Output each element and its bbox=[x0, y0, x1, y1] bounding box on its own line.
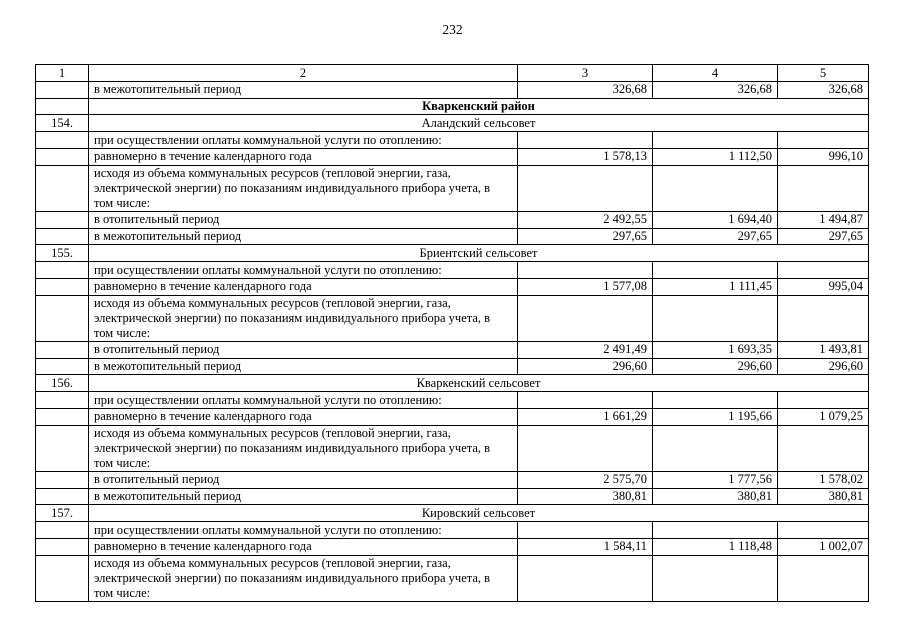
row-number-cell: 157. bbox=[36, 505, 89, 522]
row-number-cell bbox=[36, 358, 89, 375]
value-cell: 380,81 bbox=[653, 488, 778, 505]
row-label-cell: в межотопительный период bbox=[89, 228, 518, 245]
value-cell bbox=[518, 392, 653, 409]
value-cell: 1 694,40 bbox=[653, 211, 778, 228]
subsection-header-cell: Аландский сельсовет bbox=[89, 115, 869, 132]
table-row bbox=[36, 538, 869, 555]
row-label-cell: равномерно в течение календарного года bbox=[89, 408, 518, 425]
value-cell: 1 494,87 bbox=[778, 211, 869, 228]
table-row bbox=[36, 81, 869, 98]
value-cell bbox=[778, 262, 869, 279]
column-header: 3 bbox=[518, 65, 653, 82]
table-row bbox=[36, 115, 869, 132]
row-number-cell bbox=[36, 522, 89, 539]
row-label-cell: в межотопительный период bbox=[89, 81, 518, 98]
row-label-cell: в межотопительный период bbox=[89, 358, 518, 375]
value-cell: 380,81 bbox=[518, 488, 653, 505]
table-row bbox=[36, 488, 869, 505]
row-label-cell: в отопительный период bbox=[89, 341, 518, 358]
row-label-cell: в межотопительный период bbox=[89, 488, 518, 505]
value-cell: 1 002,07 bbox=[778, 538, 869, 555]
table-body bbox=[36, 65, 869, 602]
page-number: 232 bbox=[442, 22, 463, 37]
row-number-cell bbox=[36, 211, 89, 228]
value-cell bbox=[653, 522, 778, 539]
table-row bbox=[36, 358, 869, 375]
value-cell bbox=[778, 425, 869, 471]
value-cell bbox=[653, 295, 778, 341]
row-label-cell: равномерно в течение календарного года bbox=[89, 538, 518, 555]
value-cell: 1 777,56 bbox=[653, 471, 778, 488]
column-header: 2 bbox=[89, 65, 518, 82]
row-label-cell: исходя из объема коммунальных ресурсов (тепловой энергии, газа, электрической энергии) по показаниям индивидуального прибора учета, в том числе: bbox=[89, 425, 518, 471]
table-row bbox=[36, 262, 869, 279]
subsection-header-cell: Кировский сельсовет bbox=[89, 505, 869, 522]
value-cell: 297,65 bbox=[518, 228, 653, 245]
value-cell bbox=[653, 165, 778, 211]
value-cell: 296,60 bbox=[778, 358, 869, 375]
row-number-cell: 156. bbox=[36, 375, 89, 392]
value-cell bbox=[778, 522, 869, 539]
value-cell: 1 578,13 bbox=[518, 148, 653, 165]
value-cell: 1 111,45 bbox=[653, 278, 778, 295]
value-cell: 996,10 bbox=[778, 148, 869, 165]
column-header: 1 bbox=[36, 65, 89, 82]
row-number-cell bbox=[36, 98, 89, 115]
value-cell: 1 661,29 bbox=[518, 408, 653, 425]
table-row bbox=[36, 425, 869, 471]
row-number-cell bbox=[36, 488, 89, 505]
table-header-row bbox=[36, 65, 869, 82]
value-cell bbox=[778, 555, 869, 601]
value-cell bbox=[778, 165, 869, 211]
value-cell: 1 693,35 bbox=[653, 341, 778, 358]
row-label-cell: исходя из объема коммунальных ресурсов (тепловой энергии, газа, электрической энергии) по показаниям индивидуального прибора учета, в том числе: bbox=[89, 555, 518, 601]
row-label-cell: равномерно в течение календарного года bbox=[89, 278, 518, 295]
value-cell bbox=[518, 132, 653, 149]
row-label-cell: при осуществлении оплаты коммунальной услуги по отоплению: bbox=[89, 522, 518, 539]
table-row bbox=[36, 98, 869, 115]
row-label-cell: в отопительный период bbox=[89, 471, 518, 488]
subsection-header-cell: Бриентский сельсовет bbox=[89, 245, 869, 262]
row-label-cell: при осуществлении оплаты коммунальной услуги по отоплению: bbox=[89, 262, 518, 279]
value-cell: 2 575,70 bbox=[518, 471, 653, 488]
row-number-cell bbox=[36, 425, 89, 471]
value-cell bbox=[653, 555, 778, 601]
row-number-cell bbox=[36, 228, 89, 245]
row-label-cell: исходя из объема коммунальных ресурсов (тепловой энергии, газа, электрической энергии) по показаниям индивидуального прибора учета, в том числе: bbox=[89, 165, 518, 211]
value-cell: 296,60 bbox=[653, 358, 778, 375]
value-cell: 380,81 bbox=[778, 488, 869, 505]
row-label-cell: при осуществлении оплаты коммунальной услуги по отоплению: bbox=[89, 132, 518, 149]
section-header-cell: Кваркенский район bbox=[89, 98, 869, 115]
table-row bbox=[36, 392, 869, 409]
value-cell: 296,60 bbox=[518, 358, 653, 375]
value-cell: 1 584,11 bbox=[518, 538, 653, 555]
table-row bbox=[36, 245, 869, 262]
row-number-cell bbox=[36, 148, 89, 165]
value-cell: 297,65 bbox=[653, 228, 778, 245]
value-cell: 326,68 bbox=[653, 81, 778, 98]
tariff-table bbox=[35, 64, 869, 602]
row-number-cell bbox=[36, 132, 89, 149]
value-cell bbox=[653, 392, 778, 409]
table-row bbox=[36, 278, 869, 295]
value-cell: 1 493,81 bbox=[778, 341, 869, 358]
value-cell bbox=[518, 165, 653, 211]
value-cell: 1 118,48 bbox=[653, 538, 778, 555]
table-row bbox=[36, 295, 869, 341]
row-label-cell: в отопительный период bbox=[89, 211, 518, 228]
value-cell: 1 578,02 bbox=[778, 471, 869, 488]
row-number-cell bbox=[36, 471, 89, 488]
column-header: 5 bbox=[778, 65, 869, 82]
table-row bbox=[36, 375, 869, 392]
table-row bbox=[36, 228, 869, 245]
row-number-cell: 155. bbox=[36, 245, 89, 262]
table-row bbox=[36, 132, 869, 149]
value-cell bbox=[518, 295, 653, 341]
table-row bbox=[36, 505, 869, 522]
table-row bbox=[36, 471, 869, 488]
row-label-cell: равномерно в течение календарного года bbox=[89, 148, 518, 165]
value-cell: 2 491,49 bbox=[518, 341, 653, 358]
row-number-cell bbox=[36, 341, 89, 358]
value-cell: 297,65 bbox=[778, 228, 869, 245]
value-cell: 1 079,25 bbox=[778, 408, 869, 425]
value-cell: 1 195,66 bbox=[653, 408, 778, 425]
row-number-cell bbox=[36, 81, 89, 98]
row-number-cell: 154. bbox=[36, 115, 89, 132]
row-number-cell bbox=[36, 392, 89, 409]
value-cell: 1 577,08 bbox=[518, 278, 653, 295]
table-row bbox=[36, 211, 869, 228]
row-number-cell bbox=[36, 408, 89, 425]
row-number-cell bbox=[36, 262, 89, 279]
row-number-cell bbox=[36, 538, 89, 555]
value-cell bbox=[518, 555, 653, 601]
table-row bbox=[36, 522, 869, 539]
value-cell bbox=[518, 425, 653, 471]
table-row bbox=[36, 148, 869, 165]
value-cell bbox=[518, 262, 653, 279]
table-row bbox=[36, 408, 869, 425]
value-cell: 995,04 bbox=[778, 278, 869, 295]
value-cell bbox=[653, 132, 778, 149]
subsection-header-cell: Кваркенский сельсовет bbox=[89, 375, 869, 392]
row-number-cell bbox=[36, 555, 89, 601]
column-header: 4 bbox=[653, 65, 778, 82]
value-cell bbox=[778, 132, 869, 149]
table-row bbox=[36, 555, 869, 601]
value-cell bbox=[778, 392, 869, 409]
row-number-cell bbox=[36, 278, 89, 295]
value-cell bbox=[653, 425, 778, 471]
value-cell bbox=[518, 522, 653, 539]
value-cell bbox=[778, 295, 869, 341]
row-number-cell bbox=[36, 295, 89, 341]
table-row bbox=[36, 165, 869, 211]
row-number-cell bbox=[36, 165, 89, 211]
row-label-cell: исходя из объема коммунальных ресурсов (тепловой энергии, газа, электрической энергии) по показаниям индивидуального прибора учета, в том числе: bbox=[89, 295, 518, 341]
value-cell: 326,68 bbox=[518, 81, 653, 98]
row-label-cell: при осуществлении оплаты коммунальной услуги по отоплению: bbox=[89, 392, 518, 409]
value-cell bbox=[653, 262, 778, 279]
value-cell: 1 112,50 bbox=[653, 148, 778, 165]
table-row bbox=[36, 341, 869, 358]
value-cell: 2 492,55 bbox=[518, 211, 653, 228]
value-cell: 326,68 bbox=[778, 81, 869, 98]
